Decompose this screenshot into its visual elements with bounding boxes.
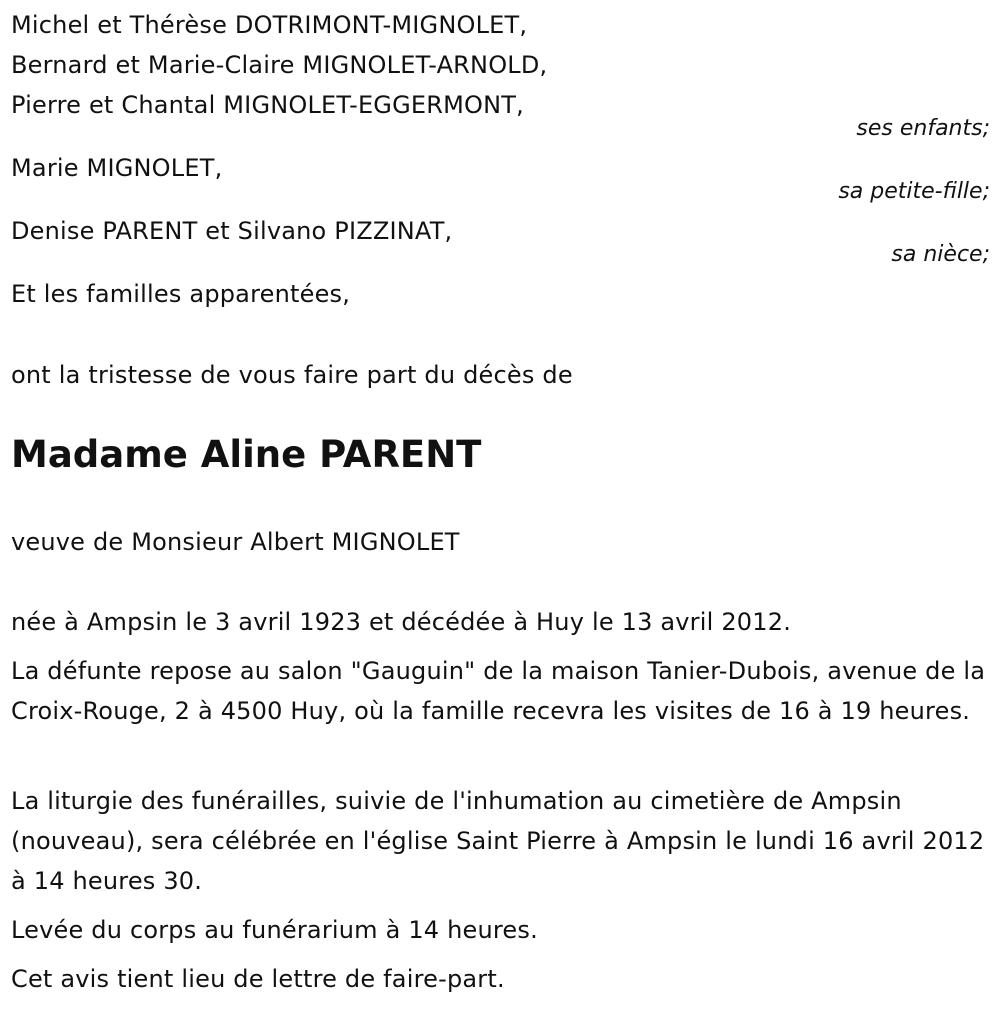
- birth-death-info: née à Ampsin le 3 avril 1923 et décédée à Huy le 13 avril 2012.: [11, 608, 792, 636]
- granddaughter: Marie MIGNOLET,: [11, 154, 223, 182]
- niece: Denise PARENT et Silvano PIZZINAT,: [11, 217, 453, 245]
- liturgy-paragraph: La liturgie des funérailles, suivie de l'inhumation au cimetière de Ampsin (nouveau), sera célébrée en l'église Saint Pierre à Ampsin le lundi 16 avril 2012 à 14 heures 30.: [11, 787, 985, 895]
- levee-info: Levée du corps au funérarium à 14 heures.: [11, 916, 538, 944]
- granddaughter-relation: sa petite-fille;: [838, 179, 990, 204]
- niece-relation: sa nièce;: [891, 242, 990, 267]
- deceased-name: Madame Aline PARENT: [11, 433, 482, 476]
- family-child-3: Pierre et Chantal MIGNOLET-EGGERMONT,: [11, 91, 524, 119]
- widow-of: veuve de Monsieur Albert MIGNOLET: [11, 528, 460, 556]
- announcement-text: ont la tristesse de vous faire part du décès de: [11, 361, 573, 389]
- notice-info: Cet avis tient lieu de lettre de faire-part.: [11, 965, 505, 993]
- children-relation: ses enfants;: [856, 116, 990, 141]
- family-child-2: Bernard et Marie-Claire MIGNOLET-ARNOLD,: [11, 51, 548, 79]
- related-families: Et les familles apparentées,: [11, 280, 351, 308]
- rest-info-paragraph: La défunte repose au salon "Gauguin" de la maison Tanier-Dubois, avenue de la Croix-Rouge, 2 à 4500 Huy, où la famille recevra les visites de 16 à 19 heures.: [11, 657, 986, 725]
- family-child-1: Michel et Thérèse DOTRIMONT-MIGNOLET,: [11, 11, 528, 39]
